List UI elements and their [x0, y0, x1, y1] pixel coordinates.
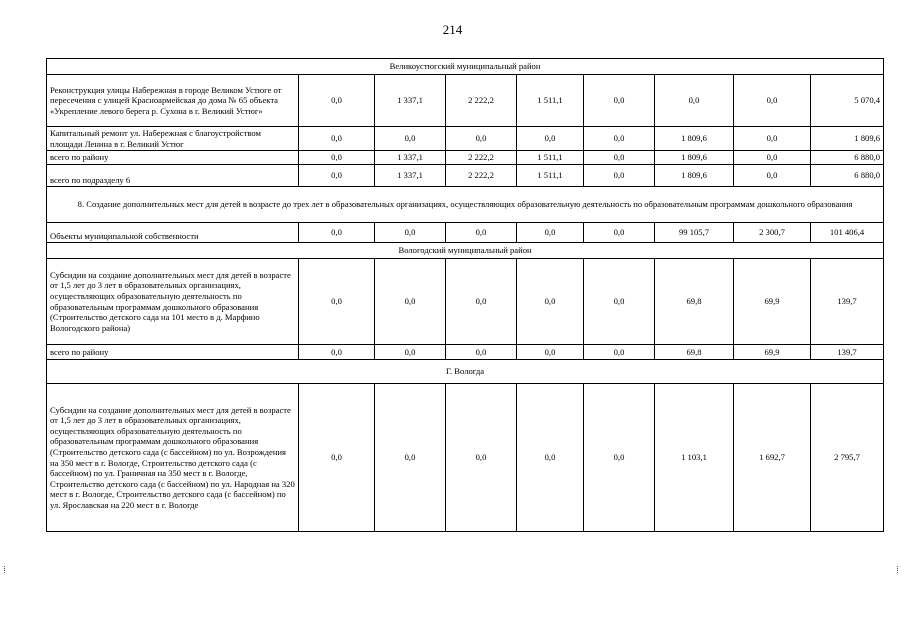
value-cell: 0,0: [375, 384, 446, 532]
value-cell: 0,0: [375, 127, 446, 151]
total-cell: 6 880,0: [811, 151, 884, 165]
value-cell: 0,0: [734, 165, 811, 187]
table-row: [47, 127, 884, 151]
value-cell: 0,0: [584, 151, 655, 165]
section-title-row: [47, 59, 884, 75]
section-heading-row: [47, 187, 884, 223]
value-cell: 0,0: [446, 127, 517, 151]
value-cell: 0,0: [299, 384, 375, 532]
value-cell: 0,0: [375, 259, 446, 345]
value-cell: 0,0: [375, 223, 446, 243]
row-name: Субсидии на создание дополнительных мест для детей в возрасте от 1,5 лет до 3 лет в образовательных организациях, осуществляющих образовательную деятельность по образовательным программам дошкольного образования (Строительство детского сада (с бассейном) по ул. Возрождения на 350 мест в г. Вологде, Строительство детского сада (с бассейном) по ул. Граничная на 350 мест в г. Вологде, Строительство детского сада (с бассейном) по ул. Народная на 320 мест в г. Вологде, Строительство детского сада (с бассейном) по ул. Ярославская на 220 мест в г. Вологде: [47, 384, 299, 532]
page-number: 214: [442, 22, 463, 37]
value-cell: 2 222,2: [446, 151, 517, 165]
value-cell: 0,0: [299, 223, 375, 243]
value-cell: 1 337,1: [375, 75, 446, 127]
value-cell: 1 511,1: [517, 151, 584, 165]
value-cell: 2 300,7: [734, 223, 811, 243]
value-cell: 99 105,7: [655, 223, 734, 243]
value-cell: 1 809,6: [655, 151, 734, 165]
section-title-row: [47, 360, 884, 384]
value-cell: 0,0: [734, 75, 811, 127]
table-row: [47, 223, 884, 243]
value-cell: 0,0: [517, 384, 584, 532]
value-cell: 0,0: [655, 75, 734, 127]
total-cell: 2 795,7: [811, 384, 884, 532]
row-name: Субсидии на создание дополнительных мест для детей в возрасте от 1,5 лет до 3 лет в образовательных организациях, осуществляющих образовательную деятельность по образовательным программам дошкольного образования (Строительство детского сада на 101 место в д. Марфино Вологодского района): [47, 259, 299, 345]
section-title: Г. Вологда: [47, 360, 884, 384]
value-cell: 1 809,6: [655, 165, 734, 187]
subtotal-row: [47, 345, 884, 360]
row-name: Реконструкция улицы Набережная в городе Великом Устюге от пересечения с улицей Красноармейская до дома № 65 объекта «Укрепление левого берега р. Сухона в г. Великий Устюг»: [47, 75, 299, 127]
value-cell: 69,8: [655, 345, 734, 360]
value-cell: 1 692,7: [734, 384, 811, 532]
subtotal-row: [47, 165, 884, 187]
value-cell: 0,0: [517, 259, 584, 345]
total-cell: 6 880,0: [811, 165, 884, 187]
row-name: всего по подразделу 6: [47, 165, 299, 187]
table-row: [47, 259, 884, 345]
value-cell: 0,0: [299, 165, 375, 187]
value-cell: 0,0: [446, 345, 517, 360]
scan-edge-mark: [4, 566, 8, 573]
value-cell: 0,0: [734, 151, 811, 165]
value-cell: 69,8: [655, 259, 734, 345]
value-cell: 0,0: [584, 223, 655, 243]
value-cell: 0,0: [517, 127, 584, 151]
row-name: всего по району: [47, 345, 299, 360]
row-name: Объекты муниципальной собственности: [47, 223, 299, 243]
value-cell: 0,0: [734, 127, 811, 151]
section-title: Вологодский муниципальный район: [47, 243, 884, 259]
value-cell: 1 337,1: [375, 165, 446, 187]
section-heading: 8. Создание дополнительных мест для детей в возрасте до трех лет в образовательных организациях, осуществляющих образовательную деятельность по образовательным программам дошкольного образования: [47, 187, 884, 223]
value-cell: 0,0: [299, 127, 375, 151]
value-cell: 0,0: [299, 75, 375, 127]
value-cell: 1 511,1: [517, 75, 584, 127]
row-name: Капитальный ремонт ул. Набережная с благоустройством площади Ленина в г. Великий Устюг: [47, 127, 299, 151]
value-cell: 0,0: [584, 127, 655, 151]
value-cell: 0,0: [299, 151, 375, 165]
budget-table: [46, 58, 884, 532]
value-cell: 0,0: [584, 75, 655, 127]
total-cell: 139,7: [811, 259, 884, 345]
value-cell: 0,0: [446, 223, 517, 243]
row-name: всего по району: [47, 151, 299, 165]
value-cell: 1 337,1: [375, 151, 446, 165]
total-cell: 139,7: [811, 345, 884, 360]
scan-edge-mark: [897, 566, 901, 573]
value-cell: 0,0: [446, 384, 517, 532]
value-cell: 1 103,1: [655, 384, 734, 532]
subtotal-row: [47, 151, 884, 165]
value-cell: 0,0: [299, 345, 375, 360]
value-cell: 0,0: [584, 384, 655, 532]
total-cell: 5 070,4: [811, 75, 884, 127]
value-cell: 0,0: [584, 259, 655, 345]
value-cell: 0,0: [584, 345, 655, 360]
value-cell: 69,9: [734, 345, 811, 360]
value-cell: 69,9: [734, 259, 811, 345]
value-cell: 0,0: [299, 259, 375, 345]
total-cell: 101 406,4: [811, 223, 884, 243]
value-cell: 1 809,6: [655, 127, 734, 151]
value-cell: 1 511,1: [517, 165, 584, 187]
value-cell: 2 222,2: [446, 165, 517, 187]
section-title-row: [47, 243, 884, 259]
value-cell: 0,0: [517, 345, 584, 360]
value-cell: 0,0: [584, 165, 655, 187]
value-cell: 0,0: [446, 259, 517, 345]
value-cell: 0,0: [375, 345, 446, 360]
table-row: [47, 75, 884, 127]
value-cell: 2 222,2: [446, 75, 517, 127]
value-cell: 0,0: [517, 223, 584, 243]
total-cell: 1 809,6: [811, 127, 884, 151]
table-row: [47, 384, 884, 532]
section-title: Великоустюгский муниципальный район: [47, 59, 884, 75]
